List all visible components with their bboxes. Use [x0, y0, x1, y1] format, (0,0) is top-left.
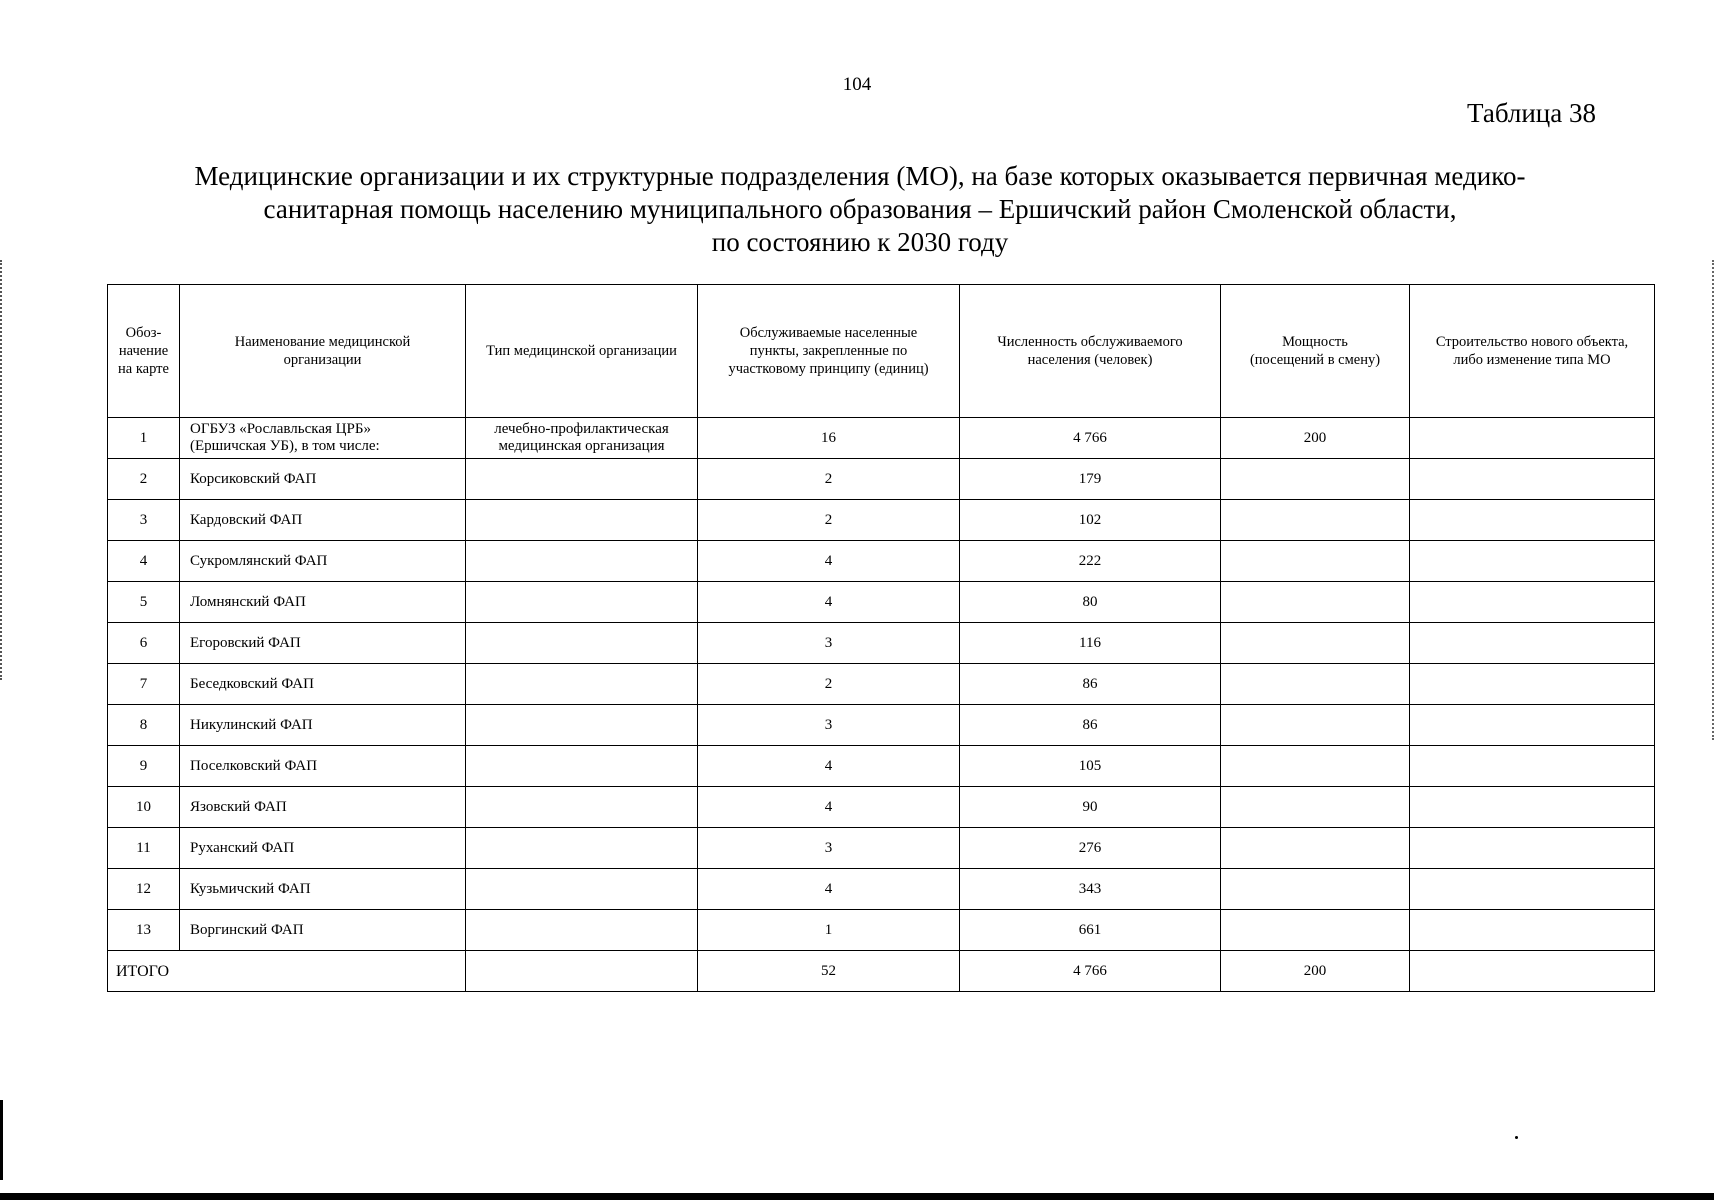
header-organization-type: [466, 285, 698, 418]
cell-type: [466, 623, 698, 664]
cell-map: 9: [108, 746, 180, 787]
title-line: санитарная помощь населению муниципального образования – Ершичский район Смоленской области,: [263, 194, 1457, 224]
scan-bottom-bar: [0, 1193, 1714, 1200]
cell-map: 1: [108, 418, 180, 459]
table-row: [108, 910, 1655, 951]
table-label: Таблица 38: [1467, 98, 1596, 128]
table-row: [108, 459, 1655, 500]
cell-map: 2: [108, 459, 180, 500]
title-line: Медицинские организации и их структурные подразделения (МО), на базе которых оказывается первичная медико-: [194, 161, 1526, 191]
header-line: Строительство нового объекта,: [1435, 334, 1629, 350]
cell-population: 105: [960, 746, 1221, 787]
cell-population: 276: [960, 828, 1221, 869]
cell-capacity: 200: [1221, 418, 1410, 459]
cell-type: [466, 910, 698, 951]
table-header-row: [108, 285, 1655, 418]
cell-type: [466, 541, 698, 582]
cell-capacity: [1221, 541, 1410, 582]
cell-population: 102: [960, 500, 1221, 541]
cell-population: 4 766: [960, 418, 1221, 459]
header-line: начение: [118, 343, 169, 359]
cell-name: Никулинский ФАП: [180, 705, 466, 746]
table-row: [108, 418, 1655, 459]
cell-settlements: 3: [698, 705, 960, 746]
medical-organizations-table: [107, 284, 1655, 992]
table-row: [108, 787, 1655, 828]
cell-name: Кардовский ФАП: [180, 500, 466, 541]
cell-capacity: [1221, 869, 1410, 910]
cell-construction: [1410, 623, 1655, 664]
cell-construction: [1410, 746, 1655, 787]
header-map-designation: [108, 285, 180, 418]
cell-name: [180, 418, 466, 459]
total-settlements: 52: [698, 951, 960, 992]
cell-construction: [1410, 541, 1655, 582]
cell-map: 10: [108, 787, 180, 828]
table-row: [108, 828, 1655, 869]
cell-line: лечебно-профилактическая: [494, 421, 669, 437]
header-served-settlements: [698, 285, 960, 418]
scan-left-edge-marks: [0, 260, 4, 680]
cell-name: Руханский ФАП: [180, 828, 466, 869]
cell-type: [466, 705, 698, 746]
cell-population: 80: [960, 582, 1221, 623]
table-row: [108, 623, 1655, 664]
cell-settlements: 3: [698, 623, 960, 664]
cell-type: [466, 828, 698, 869]
cell-name: Кузьмичский ФАП: [180, 869, 466, 910]
cell-settlements: 16: [698, 418, 960, 459]
cell-settlements: 4: [698, 746, 960, 787]
cell-capacity: [1221, 746, 1410, 787]
cell-type: [466, 459, 698, 500]
cell-name: Корсиковский ФАП: [180, 459, 466, 500]
header-capacity: [1221, 285, 1410, 418]
cell-type: [466, 582, 698, 623]
cell-construction: [1410, 582, 1655, 623]
cell-construction: [1410, 459, 1655, 500]
header-line: на карте: [118, 361, 169, 377]
cell-capacity: [1221, 623, 1410, 664]
cell-settlements: 4: [698, 869, 960, 910]
header-line: Обоз-: [125, 325, 162, 341]
cell-type: [466, 418, 698, 459]
cell-construction: [1410, 869, 1655, 910]
table-row: [108, 869, 1655, 910]
cell-capacity: [1221, 582, 1410, 623]
header-construction: [1410, 285, 1655, 418]
cell-name: Егоровский ФАП: [180, 623, 466, 664]
cell-settlements: 3: [698, 828, 960, 869]
cell-settlements: 2: [698, 459, 960, 500]
cell-construction: [1410, 500, 1655, 541]
header-line: либо изменение типа МО: [1453, 352, 1611, 368]
cell-construction: [1410, 787, 1655, 828]
header-line: (посещений в смену): [1249, 352, 1381, 368]
cell-type: [466, 787, 698, 828]
total-capacity: 200: [1221, 951, 1410, 992]
cell-type: [466, 869, 698, 910]
header-line: организации: [283, 352, 362, 368]
header-line: участковому принципу (единиц): [728, 361, 929, 377]
cell-population: 661: [960, 910, 1221, 951]
cell-population: 86: [960, 664, 1221, 705]
header-line: Мощность: [1282, 334, 1348, 350]
cell-name: Сукромлянский ФАП: [180, 541, 466, 582]
header-line: Тип медицинской организации: [486, 343, 677, 359]
cell-population: 86: [960, 705, 1221, 746]
cell-line: (Ершичская УБ), в том числе:: [190, 438, 380, 454]
cell-construction: [1410, 664, 1655, 705]
cell-capacity: [1221, 705, 1410, 746]
cell-map: 12: [108, 869, 180, 910]
cell-type: [466, 746, 698, 787]
cell-settlements: 4: [698, 541, 960, 582]
cell-settlements: 2: [698, 664, 960, 705]
total-label: ИТОГО: [108, 951, 466, 992]
cell-capacity: [1221, 459, 1410, 500]
cell-capacity: [1221, 910, 1410, 951]
table-row: [108, 705, 1655, 746]
cell-map: 4: [108, 541, 180, 582]
cell-type: [466, 664, 698, 705]
cell-population: 222: [960, 541, 1221, 582]
cell-map: 8: [108, 705, 180, 746]
cell-line: ОГБУЗ «Рославльская ЦРБ»: [190, 421, 371, 437]
table-total-row: [108, 951, 1655, 992]
cell-population: 116: [960, 623, 1221, 664]
scan-dot: [1515, 1136, 1518, 1139]
cell-construction: [1410, 910, 1655, 951]
cell-settlements: 4: [698, 787, 960, 828]
document-title: [110, 160, 1610, 259]
total-type: [466, 951, 698, 992]
cell-settlements: 2: [698, 500, 960, 541]
cell-settlements: 4: [698, 582, 960, 623]
cell-name: Беседковский ФАП: [180, 664, 466, 705]
table-row: [108, 582, 1655, 623]
cell-capacity: [1221, 828, 1410, 869]
cell-name: Язовский ФАП: [180, 787, 466, 828]
total-population: 4 766: [960, 951, 1221, 992]
cell-map: 3: [108, 500, 180, 541]
cell-capacity: [1221, 787, 1410, 828]
cell-population: 179: [960, 459, 1221, 500]
header-line: пункты, закрепленные по: [749, 343, 908, 359]
page-number: 104: [842, 74, 872, 95]
scan-right-edge-marks: [1710, 260, 1714, 740]
cell-construction: [1410, 418, 1655, 459]
cell-map: 6: [108, 623, 180, 664]
cell-construction: [1410, 828, 1655, 869]
scan-left-bar: [0, 1100, 3, 1180]
header-organization-name: [180, 285, 466, 418]
cell-settlements: 1: [698, 910, 960, 951]
cell-name: Поселковский ФАП: [180, 746, 466, 787]
header-line: Численность обслуживаемого: [997, 334, 1183, 350]
total-construction: [1410, 951, 1655, 992]
cell-line: медицинская организация: [498, 438, 665, 454]
table-row: [108, 541, 1655, 582]
cell-capacity: [1221, 664, 1410, 705]
header-line: Обслуживаемые населенные: [739, 325, 918, 341]
cell-construction: [1410, 705, 1655, 746]
header-line: Наименование медицинской: [234, 334, 411, 350]
cell-map: 7: [108, 664, 180, 705]
cell-capacity: [1221, 500, 1410, 541]
table-row: [108, 746, 1655, 787]
cell-name: Воргинский ФАП: [180, 910, 466, 951]
table-row: [108, 500, 1655, 541]
cell-type: [466, 500, 698, 541]
header-line: населения (человек): [1027, 352, 1153, 368]
cell-map: 13: [108, 910, 180, 951]
cell-map: 5: [108, 582, 180, 623]
cell-population: 343: [960, 869, 1221, 910]
cell-map: 11: [108, 828, 180, 869]
table-row: [108, 664, 1655, 705]
cell-population: 90: [960, 787, 1221, 828]
title-line: по состоянию к 2030 году: [711, 227, 1009, 257]
header-served-population: [960, 285, 1221, 418]
cell-name: Ломнянский ФАП: [180, 582, 466, 623]
